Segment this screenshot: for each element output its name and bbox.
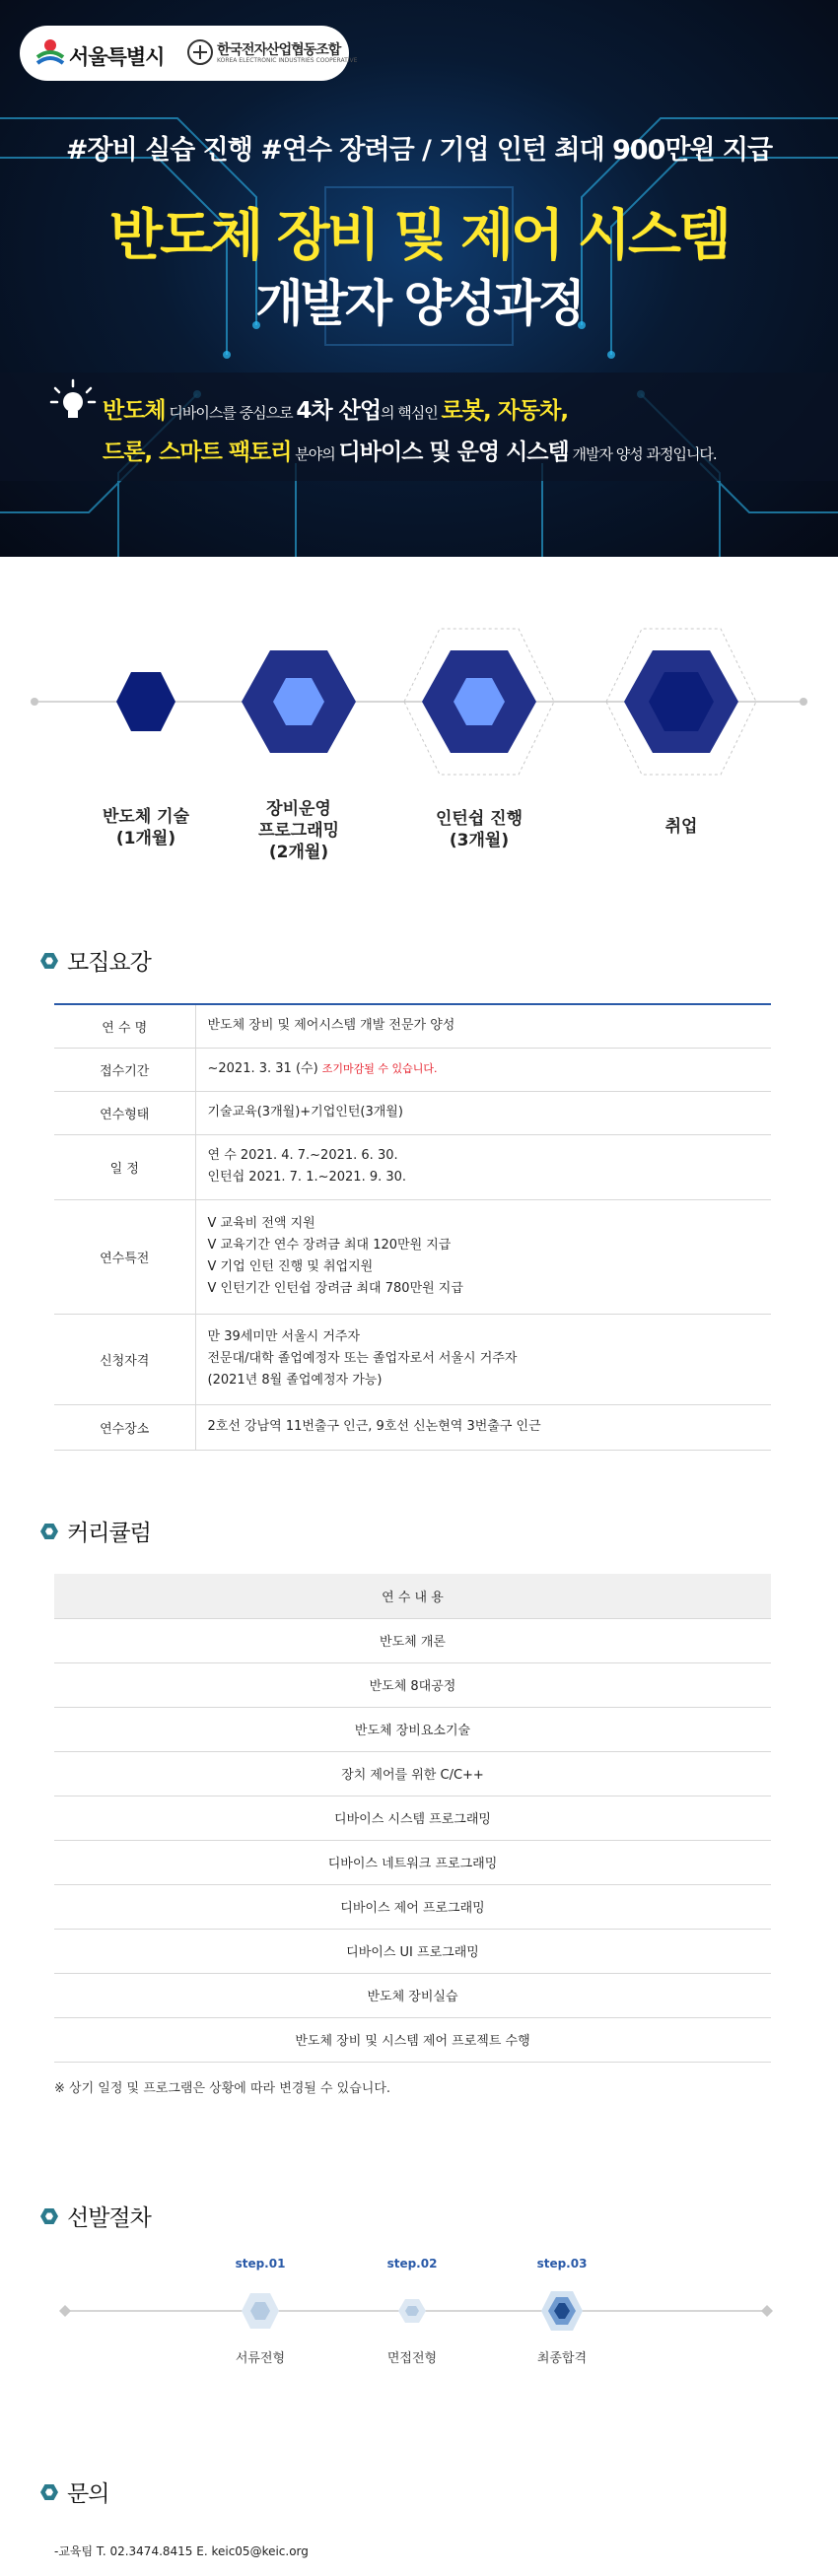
step-1-name: 서류전형: [235, 2351, 286, 2366]
table-row: [54, 1929, 771, 1973]
row-value: 연 수 2021. 4. 7.~2021. 6. 30. 인턴쉽 2021. 7. 1.~2021. 9. 30.: [195, 1134, 771, 1199]
row-label: 신청자격: [54, 1314, 195, 1404]
seoul-logo-icon: [34, 35, 67, 69]
curriculum-item: 반도체 8대공정: [54, 1662, 771, 1707]
table-row: [54, 1091, 771, 1134]
step-1-number: step.01: [235, 2257, 286, 2271]
row-label: 접수기간: [54, 1048, 195, 1091]
step-1-hex: [242, 2293, 279, 2329]
process-step-2-label: 장비운영 프로그래밍 (2개월): [257, 799, 340, 862]
curriculum-item: 반도체 개론: [54, 1618, 771, 1662]
recruit-table: [54, 1003, 771, 1451]
table-row: [54, 1840, 771, 1884]
row-value: V 교육비 전액 지원 V 교육기간 연수 장려금 최대 120만원 지급 V 기업 인턴 진행 및 취업지원 V 인턴기간 인턴쉽 장려금 최대 780만원 지급: [195, 1199, 771, 1314]
table-row: [54, 2017, 771, 2062]
lightbulb-icon: [49, 378, 97, 426]
steps-line-end-diamond: [761, 2305, 773, 2317]
row-label: 연 수 명: [54, 1004, 195, 1048]
row-label: 연수장소: [54, 1404, 195, 1450]
step-3-number: step.03: [536, 2257, 588, 2271]
step-2-hex: [398, 2299, 426, 2323]
recruit-section-title: 모집요강: [39, 944, 151, 977]
contact-section-title: 문의: [39, 2475, 108, 2508]
table-row: [54, 1314, 771, 1404]
step-2-name: 면접전형: [386, 2351, 438, 2366]
row-value: 만 39세미만 서울시 거주자 전문대/대학 졸업예정자 또는 졸업자로서 서울시 거주자 (2021년 8월 졸업예정자 가능): [195, 1314, 771, 1404]
curriculum-item: 반도체 장비실습: [54, 1973, 771, 2017]
row-label: 연수형태: [54, 1091, 195, 1134]
curriculum-item: 디바이스 UI 프로그래밍: [54, 1929, 771, 1973]
process-hex-1: [116, 672, 175, 731]
row-value: 기술교육(3개월)+기업인턴(3개월): [195, 1091, 771, 1134]
curriculum-table: [54, 1574, 771, 2063]
table-header: 연 수 내 용: [54, 1574, 771, 1618]
curriculum-item: 디바이스 제어 프로그래밍: [54, 1884, 771, 1929]
table-row: [54, 1199, 771, 1314]
row-value: ~2021. 3. 31 (수) 조기마감될 수 있습니다.: [195, 1048, 771, 1091]
process-hex-4: [606, 629, 756, 775]
hexagon-bullet-icon: [39, 2482, 59, 2502]
hexagon-bullet-icon: [39, 2206, 59, 2226]
process-hex-2: [242, 650, 356, 753]
process-step-1-label: 반도체 기술 (1개월): [102, 807, 190, 848]
process-line-start-dot: [31, 698, 38, 706]
curriculum-note: ※ 상기 일정 및 프로그램은 상황에 따라 변경될 수 있습니다.: [54, 2081, 391, 2096]
steps-line-start-diamond: [59, 2305, 71, 2317]
curriculum-section-title: 커리큘럼: [39, 1515, 151, 1547]
hero-subtitle: 개발자 양성과정: [255, 275, 583, 332]
hexagon-bullet-icon: [39, 951, 59, 971]
hexagon-bullet-icon: [39, 1522, 59, 1541]
table-row: [54, 1618, 771, 1662]
curriculum-item: 디바이스 네트워크 프로그래밍: [54, 1840, 771, 1884]
step-3-name: 최종합격: [536, 2351, 588, 2366]
hero-banner: [0, 0, 838, 557]
contact-info: -교육팀 T. 02.3474.8415 E. keic05@keic.org: [54, 2544, 309, 2558]
table-row: [54, 1751, 771, 1796]
process-line-end-dot: [800, 698, 807, 706]
selection-section-title: 선발절차: [39, 2200, 151, 2232]
keic-logo-subtext: KOREA ELECTRONIC INDUSTRIES COOPERATIVE: [217, 57, 358, 64]
process-step-3-label: 인턴쉽 진행 (3개월): [435, 809, 524, 850]
table-row: [54, 1404, 771, 1450]
seoul-logo-text: 서울특별시: [69, 45, 165, 69]
table-row: [54, 1662, 771, 1707]
keic-logo-icon: [187, 39, 213, 65]
row-label: 연수특전: [54, 1199, 195, 1314]
table-row: [54, 1004, 771, 1048]
table-header-row: [54, 1574, 771, 1618]
hero-description-line1: 반도체 디바이스를 중심으로 4차 산업의 핵심인 로봇, 자동차,: [103, 398, 569, 424]
table-row: [54, 1048, 771, 1091]
process-diagram: [0, 611, 838, 798]
curriculum-item: 장치 제어를 위한 C/C++: [54, 1751, 771, 1796]
row-label: 일 정: [54, 1134, 195, 1199]
keic-logo-text: 한국전자산업협동조합: [217, 42, 341, 58]
curriculum-item: 반도체 장비 및 시스템 제어 프로젝트 수행: [54, 2017, 771, 2062]
hero-description-line2: 드론, 스마트 팩토리 분야의 디바이스 및 운영 시스템 개발자 양성 과정입니다.: [103, 440, 717, 465]
hero-tags: #장비 실습 진행 #연수 장려금 / 기업 인턴 최대 900만원 지급: [65, 135, 773, 166]
row-value: 반도체 장비 및 제어시스템 개발 전문가 양성: [195, 1004, 771, 1048]
table-row: [54, 1134, 771, 1199]
table-row: [54, 1884, 771, 1929]
curriculum-item: 반도체 장비요소기술: [54, 1707, 771, 1751]
hero-title: 반도체 장비 및 제어 시스템: [108, 204, 730, 268]
process-step-4-label: 취업: [664, 817, 698, 837]
table-row: [54, 1973, 771, 2017]
step-3-hex: [541, 2291, 583, 2331]
table-row: [54, 1796, 771, 1840]
row-value: 2호선 강남역 11번출구 인근, 9호선 신논현역 3번출구 인근: [195, 1404, 771, 1450]
curriculum-item: 디바이스 시스템 프로그래밍: [54, 1796, 771, 1840]
process-hex-3: [404, 629, 554, 775]
table-row: [54, 1707, 771, 1751]
step-2-number: step.02: [386, 2257, 438, 2271]
